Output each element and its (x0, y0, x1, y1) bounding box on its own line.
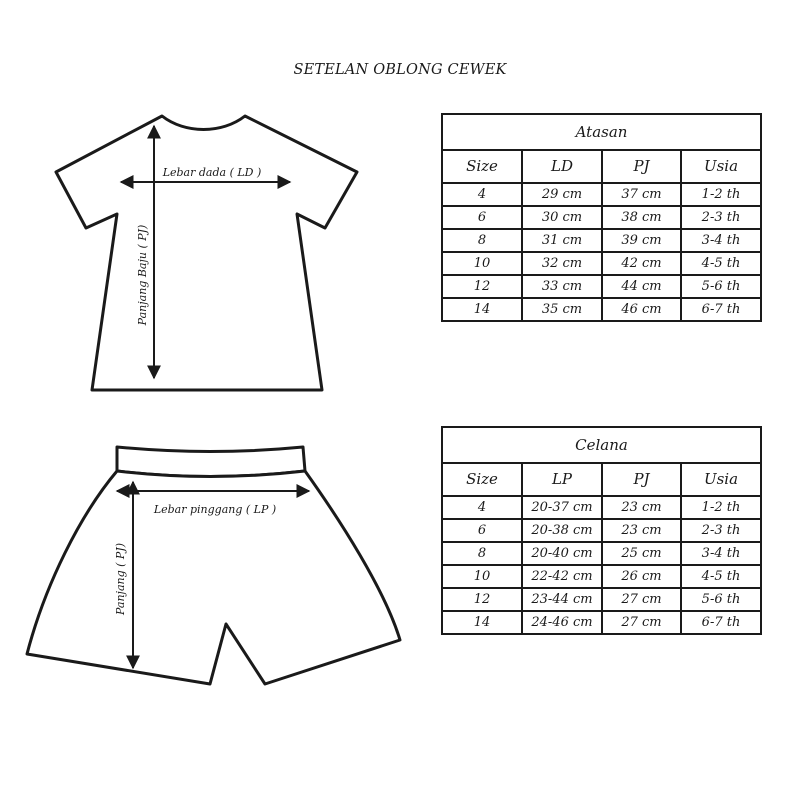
column-header: PJ (602, 150, 681, 183)
table-cell: 8 (442, 542, 522, 565)
table-cell: 42 cm (602, 252, 681, 275)
table-row (442, 252, 761, 275)
table-cell: 6-7 th (681, 298, 761, 321)
table-cell: 12 (442, 275, 522, 298)
table-cell: 23 cm (602, 519, 681, 542)
table-cell: 4 (442, 496, 522, 519)
celana-size-table (441, 426, 762, 635)
table-header-row (442, 150, 761, 183)
table-cell: 4-5 th (681, 252, 761, 275)
table-cell: 29 cm (522, 183, 602, 206)
table-cell: 26 cm (602, 565, 681, 588)
page-title: SETELAN OBLONG CEWEK (293, 62, 507, 78)
column-header: Usia (681, 463, 761, 496)
column-header: Size (442, 150, 522, 183)
table-row (442, 298, 761, 321)
table-cell: 38 cm (602, 206, 681, 229)
table-cell: 31 cm (522, 229, 602, 252)
table-cell: 39 cm (602, 229, 681, 252)
table-cell: 30 cm (522, 206, 602, 229)
table-cell: 4 (442, 183, 522, 206)
table-row (442, 275, 761, 298)
table-cell: 12 (442, 588, 522, 611)
table-cell: 5-6 th (681, 588, 761, 611)
table-row (442, 565, 761, 588)
table-cell: 44 cm (602, 275, 681, 298)
table-cell: 10 (442, 252, 522, 275)
table-cell: 6 (442, 519, 522, 542)
table-caption-row (442, 114, 761, 150)
table-cell: 3-4 th (681, 542, 761, 565)
table-cell: 23 cm (602, 496, 681, 519)
table-row (442, 183, 761, 206)
table-cell: 3-4 th (681, 229, 761, 252)
table-cell: 1-2 th (681, 183, 761, 206)
tshirt-outline (56, 116, 357, 390)
column-header: LD (522, 150, 602, 183)
table-cell: 32 cm (522, 252, 602, 275)
table-cell: 2-3 th (681, 206, 761, 229)
table-cell: 1-2 th (681, 496, 761, 519)
table-cell: 22-42 cm (522, 565, 602, 588)
table-cell: 8 (442, 229, 522, 252)
table-row (442, 588, 761, 611)
table-caption: Atasan (442, 114, 761, 150)
table-cell: 27 cm (602, 611, 681, 634)
table-row (442, 542, 761, 565)
table-cell: 20-40 cm (522, 542, 602, 565)
table-cell: 6 (442, 206, 522, 229)
table-cell: 33 cm (522, 275, 602, 298)
table-row (442, 206, 761, 229)
table-cell: 35 cm (522, 298, 602, 321)
waist-width-label: Lebar pinggang ( LP ) (153, 503, 277, 516)
table-cell: 5-6 th (681, 275, 761, 298)
table-caption: Celana (442, 427, 761, 463)
shirt-length-label: Panjang Baju ( PJ) (136, 224, 149, 326)
table-cell: 25 cm (602, 542, 681, 565)
table-header-row (442, 463, 761, 496)
table-cell: 14 (442, 611, 522, 634)
table-cell: 10 (442, 565, 522, 588)
table-cell: 46 cm (602, 298, 681, 321)
shorts-length-label: Panjang ( PJ) (114, 542, 127, 616)
shorts-waistband (117, 447, 305, 477)
table-caption-row (442, 427, 761, 463)
atasan-size-table (441, 113, 762, 322)
column-header: Usia (681, 150, 761, 183)
column-header: Size (442, 463, 522, 496)
table-row (442, 519, 761, 542)
table-row (442, 496, 761, 519)
table-cell: 6-7 th (681, 611, 761, 634)
table-cell: 24-46 cm (522, 611, 602, 634)
table-cell: 14 (442, 298, 522, 321)
table-cell: 4-5 th (681, 565, 761, 588)
column-header: PJ (602, 463, 681, 496)
table-cell: 2-3 th (681, 519, 761, 542)
table-row (442, 229, 761, 252)
table-cell: 20-38 cm (522, 519, 602, 542)
column-header: LP (522, 463, 602, 496)
table-cell: 20-37 cm (522, 496, 602, 519)
chest-width-label: Lebar dada ( LD ) (162, 166, 262, 179)
table-cell: 37 cm (602, 183, 681, 206)
table-cell: 27 cm (602, 588, 681, 611)
table-cell: 23-44 cm (522, 588, 602, 611)
table-row (442, 611, 761, 634)
